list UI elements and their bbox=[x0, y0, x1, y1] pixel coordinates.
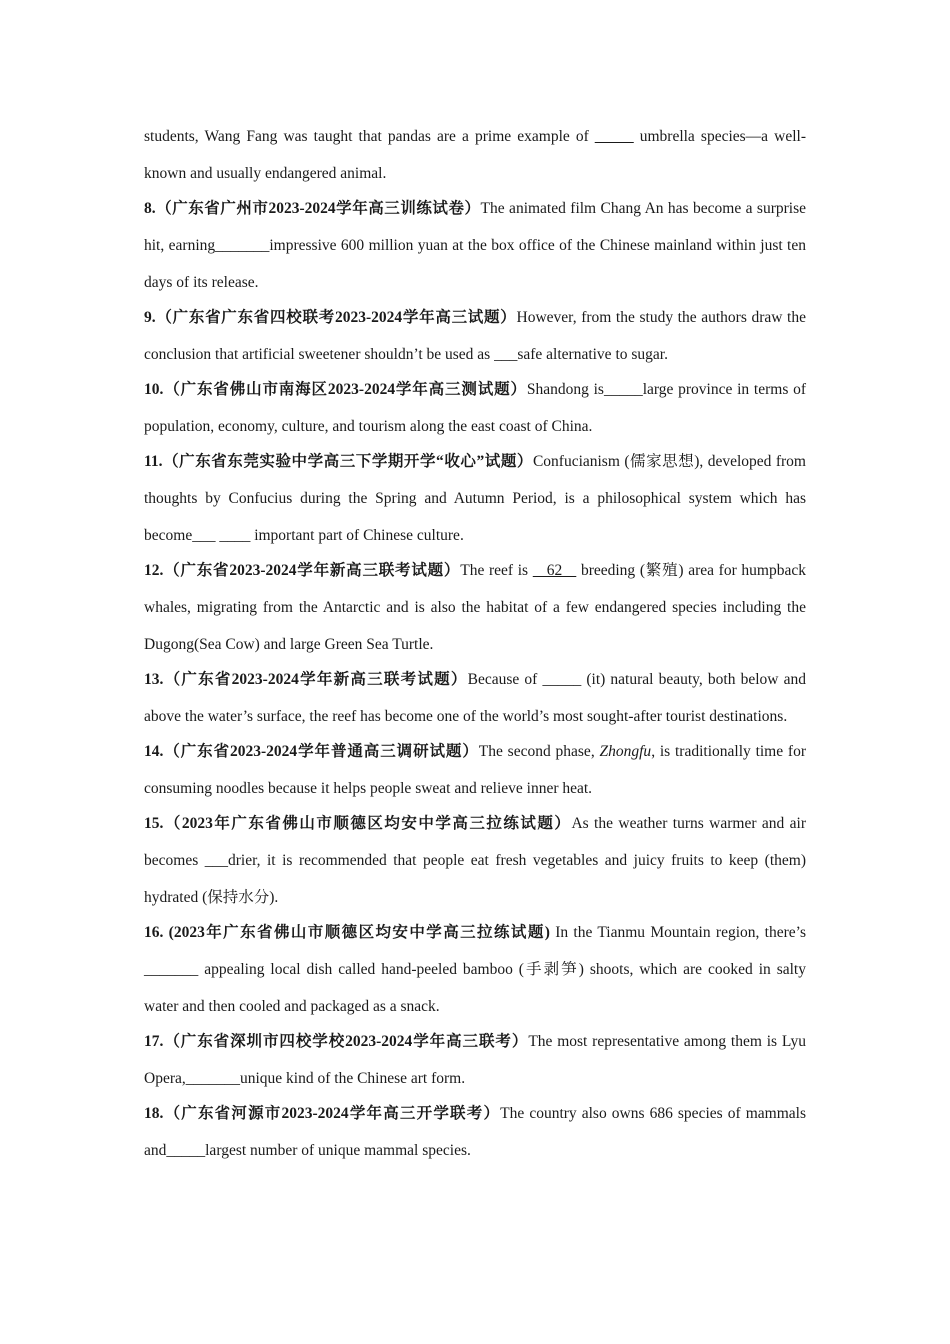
question-source: （广东省2023-2024学年新高三联考试题） bbox=[163, 562, 461, 579]
question-11 bbox=[144, 443, 806, 554]
question-15 bbox=[144, 805, 806, 916]
question-12 bbox=[144, 552, 806, 663]
question-text-end: , is traditionally time for consuming noodles because it helps people sweat and relieve inner heat. bbox=[144, 743, 806, 797]
question-source: （广东省广州市2023-2024学年高三训练试卷） bbox=[155, 200, 481, 217]
question-text: However, from the study the authors draw the conclusion that artificial sweetener shouldn’t be used as ___safe alternative to sugar. bbox=[144, 309, 806, 363]
question-text: The animated film Chang An has become a surprise hit, earning_______impressive 600 million yuan at the box office of the Chinese mainland within just ten days of its release. bbox=[144, 200, 806, 291]
answer-blank: _____ bbox=[594, 128, 634, 145]
question-source: （广东省广东省四校联考2023-2024学年高三试题） bbox=[155, 309, 517, 326]
question-10 bbox=[144, 371, 806, 445]
intro-text-end: umbrella species—a well-known and usually endangered animal. bbox=[144, 128, 807, 182]
question-number: 14. bbox=[144, 743, 164, 760]
question-number: 18. bbox=[144, 1105, 164, 1122]
question-source: （广东省佛山市南海区2023-2024学年高三测试题） bbox=[163, 381, 527, 398]
question-source: (2023年广东省佛山市顺德区均安中学高三拉练试题) bbox=[163, 924, 550, 941]
question-source: （广东省2023-2024学年普通高三调研试题） bbox=[163, 743, 479, 760]
question-number: 12. bbox=[144, 562, 164, 579]
question-number: 8. bbox=[144, 200, 156, 217]
question-number: 13. bbox=[144, 671, 164, 688]
question-source: （广东省河源市2023-2024学年高三开学联考） bbox=[163, 1105, 501, 1122]
question-text: The most representative among them is Lyu Opera,_______unique kind of the Chinese art form. bbox=[144, 1033, 806, 1087]
question-16 bbox=[144, 914, 806, 1025]
question-text: Shandong is_____large province in terms of population, economy, culture, and tourism along the east coast of China. bbox=[144, 381, 806, 435]
question-14 bbox=[144, 733, 806, 807]
question-text-end: breeding (繁殖) area for humpback whales, migrating from the Antarctic and is also the habitat of a few endangered species including the Dugong(Sea Cow) and large Green Sea Turtle. bbox=[144, 562, 806, 653]
question-source: （广东省东莞实验中学高三下学期开学“收心”试题） bbox=[162, 453, 533, 470]
question-source: （2023年广东省佛山市顺德区均安中学高三拉练试题） bbox=[163, 815, 572, 832]
question-number: 15. bbox=[144, 815, 164, 832]
question-text: The country also owns 686 species of mammals and_____largest number of unique mammal species. bbox=[144, 1105, 806, 1159]
intro-text: students, Wang Fang was taught that pandas are a prime example of bbox=[144, 128, 595, 145]
answer-blank: 62 bbox=[532, 562, 577, 579]
question-18 bbox=[144, 1095, 806, 1169]
intro-paragraph bbox=[144, 118, 806, 192]
question-13 bbox=[144, 661, 806, 735]
question-source: （广东省2023-2024学年新高三联考试题） bbox=[163, 671, 468, 688]
question-number: 17. bbox=[144, 1033, 164, 1050]
question-number: 10. bbox=[144, 381, 164, 398]
question-text: As the weather turns warmer and air becomes ___drier, it is recommended that people eat fresh vegetables and juicy fruits to keep (them) hydrated (保持水分). bbox=[144, 815, 806, 906]
question-8 bbox=[144, 190, 806, 301]
question-text: Confucianism (儒家思想), developed from thoughts by Confucius during the Spring and Autumn Period, is a philosophical system which has become___ ____ important part of Chinese culture. bbox=[144, 453, 806, 544]
question-text: In the Tianmu Mountain region, there’s _______ appealing local dish called hand-peeled bamboo (手剥笋) shoots, which are cooked in salty water and then cooled and packaged as a snack. bbox=[144, 924, 806, 1015]
question-text: The second phase, bbox=[478, 743, 600, 760]
question-17 bbox=[144, 1023, 806, 1097]
question-number: 16. bbox=[144, 924, 164, 941]
question-9 bbox=[144, 299, 806, 373]
question-source: （广东省深圳市四校学校2023-2024学年高三联考） bbox=[163, 1033, 529, 1050]
question-text: The reef is bbox=[460, 562, 533, 579]
italic-term: Zhongfu bbox=[599, 743, 652, 760]
question-text: Because of _____ (it) natural beauty, both below and above the water’s surface, the reef has become one of the world’s most sought-after tourist destinations. bbox=[144, 671, 806, 725]
question-number: 11. bbox=[144, 453, 163, 470]
document-page bbox=[144, 118, 806, 1169]
question-number: 9. bbox=[144, 309, 156, 326]
